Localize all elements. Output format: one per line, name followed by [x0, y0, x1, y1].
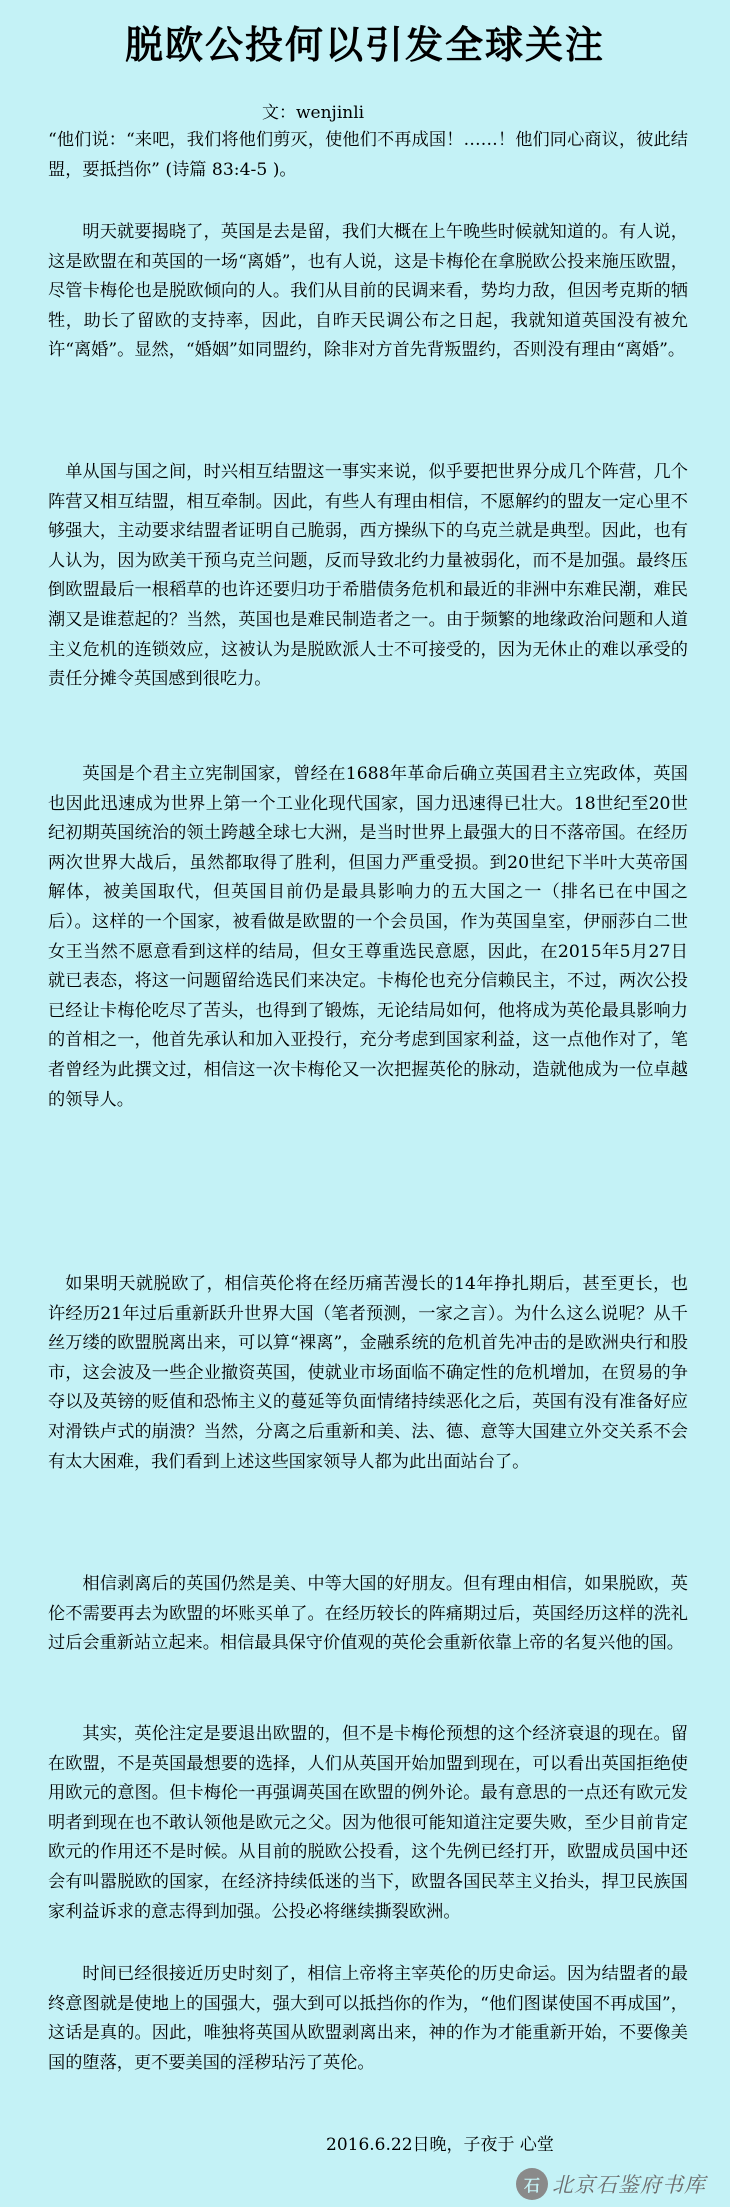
article-author: 文：wenjinli	[262, 103, 365, 123]
article-title: 脱欧公投何以引发全球关注	[124, 23, 605, 67]
watermark-brand: 北京石鉴府书库	[552, 2173, 706, 2197]
article-paragraph-5: 如果明天就脱欧了，相信英伦将在经历痛苦漫长的14年挣扎期后，甚至更长，也许经历21年过后重新跃升世界大国（笔者预测，一家之言）。为什么这么说呢？从千丝万缕的欧盟脱离出来，可以算“裸离”，金融系统的危机首先冲击的是欧洲央行和股市，这会波及一些企业撤资英国，使就业市场面临不确定性的危机增加，在贸易的争夺以及英镑的贬值和恐怖主义的蔓延等负面情绪持续恶化之后，英国有没有准备好应对滑铁卢式的崩溃？当然，分离之后重新和美、法、德、意等大国建立外交关系不会有太大困难，我们看到上述这些国家领导人都为此出面站台了。	[48, 1274, 688, 1472]
article-paragraph-8: 时间已经很接近历史时刻了，相信上帝将主宰英伦的历史命运。因为结盟者的最终意图就是使地上的国强大，强大到可以抵挡你的作为，“他们图谋使国不再成国”，这话是真的。因此，唯独将英国从欧盟剥离出来，神的作为才能重新开始，不要像美国的堕落，更不要美国的淫秽玷污了英伦。	[48, 1964, 688, 2073]
article-paragraph-7: 其实，英伦注定是要退出欧盟的，但不是卡梅伦预想的这个经济衰退的现在。留在欧盟，不是英国最想要的选择，人们从英国开始加盟到现在，可以看出英国拒绝使用欧元的意图。但卡梅伦一再强调英国在欧盟的例外论。最有意思的一点还有欧元发明者到现在也不敢认领他是欧元之父。因为他很可能知道注定要失败，至少目前肯定欧元的作用还不是时候。从目前的脱欧公投看，这个先例已经打开，欧盟成员国中还会有叫嚣脱欧的国家，在经济持续低迷的当下，欧盟各国民萃主义抬头，捍卫民族国家利益诉求的意志得到加强。公投必将继续撕裂欧洲。	[48, 1724, 688, 1922]
article-paragraph-3: 单从国与国之间，时兴相互结盟这一事实来说，似乎要把世界分成几个阵营，几个阵营又相互结盟，相互牵制。因此，有些人有理由相信，不愿解约的盟友一定心里不够强大，主动要求结盟者证明自己脆弱，西方操纵下的乌克兰就是典型。因此，也有人认为，因为欧美干预乌克兰问题，反而导致北约力量被弱化，而不是加强。最终压倒欧盟最后一根稻草的也许还要归功于希腊债务危机和最近的非洲中东难民潮，难民潮又是谁惹起的？当然，英国也是难民制造者之一。由于频繁的地缘政治问题和人道主义危机的连锁效应，这被认为是脱欧派人士不可接受的，因为无休止的难以承受的责任分摊令英国感到很吃力。	[48, 462, 688, 690]
article-paragraph-2: 明天就要揭晓了，英国是去是留，我们大概在上午晚些时候就知道的。有人说，这是欧盟在和英国的一场“离婚”，也有人说，这是卡梅伦在拿脱欧公投来施压欧盟，尽管卡梅伦也是脱欧倾向的人。我们从目前的民调来看，势均力敌，但因考克斯的牺牲，助长了留欧的支持率，因此，自昨天民调公布之日起，我就知道英国没有被允许“离婚”。显然，“婚姻”如同盟约，除非对方首先背叛盟约，否则没有理由“离婚”。	[48, 222, 688, 361]
article-paragraph-6: 相信剥离后的英国仍然是美、中等大国的好朋友。但有理由相信，如果脱欧，英伦不需要再去为欧盟的坏账买单了。在经历较长的阵痛期过后，英国经历这样的洗礼过后会重新站立起来。相信最具保守价值观的英伦会重新依靠上帝的名复兴他的国。	[48, 1574, 688, 1654]
article-paragraph-4: 英国是个君主立宪制国家，曾经在1688年革命后确立英国君主立宪政体，英国也因此迅速成为世界上第一个工业化现代国家，国力迅速得已壮大。18世纪至20世纪初期英国统治的领土跨越全球七大洲，是当时世界上最强大的日不落帝国。在经历两次世界大战后，虽然都取得了胜利，但国力严重受损。到20世纪下半叶大英帝国解体，被美国取代，但英国目前仍是最具影响力的五大国之一（排名已在中国之后）。这样的一个国家，被看做是欧盟的一个会员国，作为英国皇室，伊丽莎白二世女王当然不愿意看到这样的结局，但女王尊重选民意愿，因此，在2015年5月27日就已表态，将这一问题留给选民们来决定。卡梅伦也充分信赖民主，不过，两次公投已经让卡梅伦吃尽了苦头，也得到了锻炼，无论结局如何，他将成为英伦最具影响力的首相之一，他首先承认和加入亚投行，充分考虑到国家利益，这一点他作对了，笔者曾经为此撰文过，相信这一次卡梅伦又一次把握英伦的脉动，造就他成为一位卓越的领导人。	[48, 764, 688, 1110]
seal-icon: 石	[516, 2168, 548, 2200]
article-signoff: 2016.6.22日晚，子夜于 心堂	[326, 2135, 554, 2155]
watermark-logo	[516, 2168, 706, 2200]
article-paragraph-1: “他们说：“来吧，我们将他们剪灭，使他们不再成国！……！他们同心商议，彼此结盟，要抵挡你” (诗篇 83:4-5 )。	[48, 130, 688, 180]
